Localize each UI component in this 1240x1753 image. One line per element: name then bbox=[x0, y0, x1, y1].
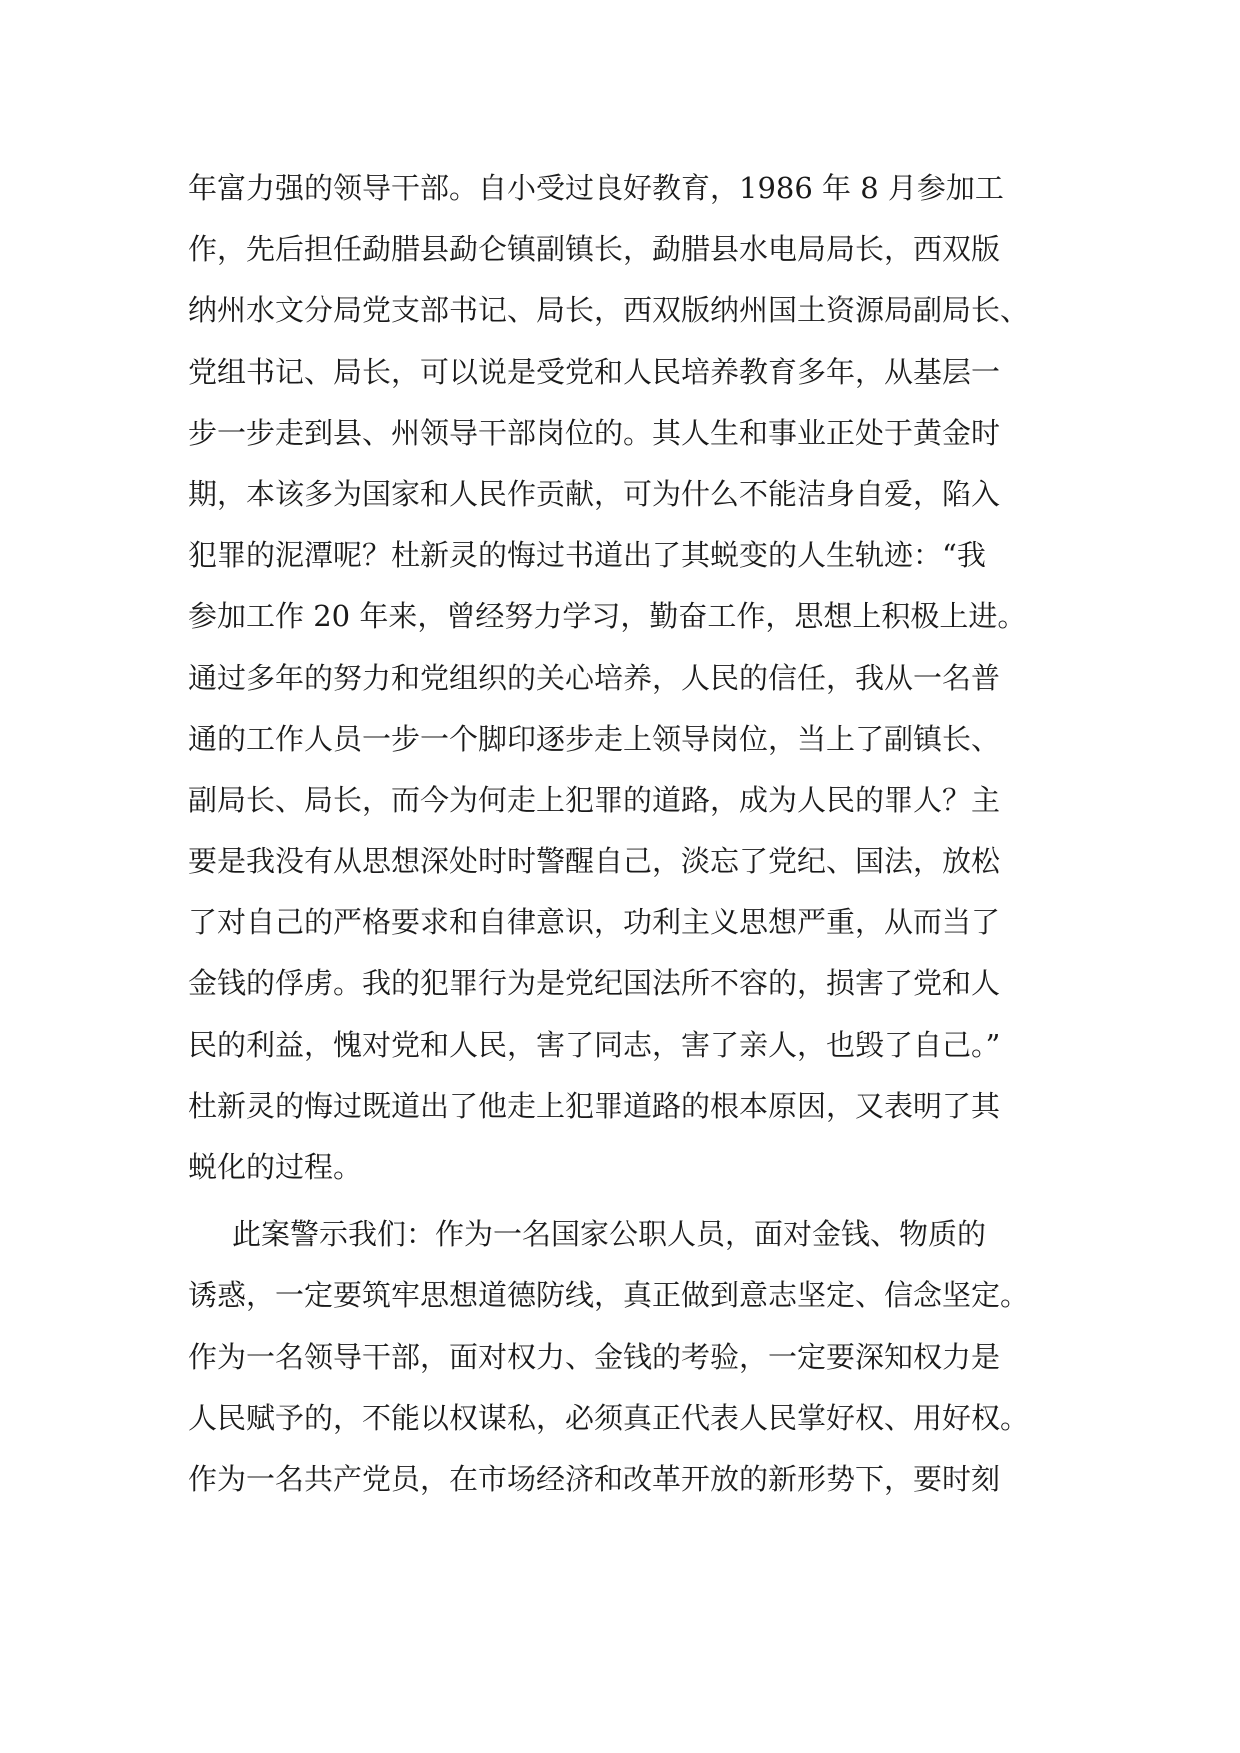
paragraph bbox=[188, 158, 1048, 1198]
text-line: 步一步走到县、州领导干部岗位的。其人生和事业正处于黄金时 bbox=[188, 415, 1001, 450]
text-line: 年富力强的领导干部。自小受过良好教育，1986 年 8 月参加工 bbox=[188, 171, 1004, 205]
text-line: 党组书记、局长，可以说是受党和人民培养教育多年，从基层一 bbox=[188, 354, 1001, 389]
text-line: 要是我没有从思想深处时时警醒自己，淡忘了党纪、国法，放松 bbox=[188, 844, 1001, 879]
text-line: 杜新灵的悔过既道出了他走上犯罪道路的根本原因，又表明了其 bbox=[188, 1088, 1001, 1123]
text-line: 期，本该多为国家和人民作贡献，可为什么不能洁身自爱，陷入 bbox=[188, 476, 1001, 511]
text-line: 作为一名共产党员，在市场经济和改革开放的新形势下，要时刻 bbox=[188, 1461, 1001, 1496]
text-line: 了对自己的严格要求和自律意识，功利主义思想严重，从而当了 bbox=[188, 905, 1001, 940]
text-line: 人民赋予的，不能以权谋私，必须真正代表人民掌好权、用好权。 bbox=[188, 1400, 1030, 1435]
text-line: 此案警示我们：作为一名国家公职人员，面对金钱、物质的 bbox=[232, 1217, 987, 1252]
text-line: 金钱的俘虏。我的犯罪行为是党纪国法所不容的，损害了党和人 bbox=[188, 966, 1001, 1001]
text-line: 参加工作 20 年来，曾经努力学习，勤奋工作，思想上积极上进。 bbox=[188, 599, 1027, 634]
paragraph bbox=[188, 1204, 1048, 1510]
document-body bbox=[188, 158, 1048, 1510]
text-line: 副局长、局长，而今为何走上犯罪的道路，成为人民的罪人？主 bbox=[188, 782, 1001, 817]
text-line: 诱惑，一定要筑牢思想道德防线，真正做到意志坚定、信念坚定。 bbox=[188, 1278, 1030, 1313]
text-line: 纳州水文分局党支部书记、局长，西双版纳州国土资源局副局长、 bbox=[188, 293, 1030, 328]
text-line: 作为一名领导干部，面对权力、金钱的考验，一定要深知权力是 bbox=[188, 1339, 1001, 1374]
text-line: 通的工作人员一步一个脚印逐步走上领导岗位，当上了副镇长、 bbox=[188, 721, 1001, 756]
text-line: 作，先后担任勐腊县勐仑镇副镇长，勐腊县水电局局长，西双版 bbox=[188, 232, 1001, 267]
text-line: 民的利益，愧对党和人民，害了同志，害了亲人，也毁了自己。” bbox=[188, 1027, 1001, 1062]
text-line: 通过多年的努力和党组织的关心培养，人民的信任，我从一名普 bbox=[188, 660, 1001, 695]
text-line: 犯罪的泥潭呢？杜新灵的悔过书道出了其蜕变的人生轨迹：“我 bbox=[188, 538, 986, 573]
text-line: 蜕化的过程。 bbox=[188, 1150, 363, 1184]
